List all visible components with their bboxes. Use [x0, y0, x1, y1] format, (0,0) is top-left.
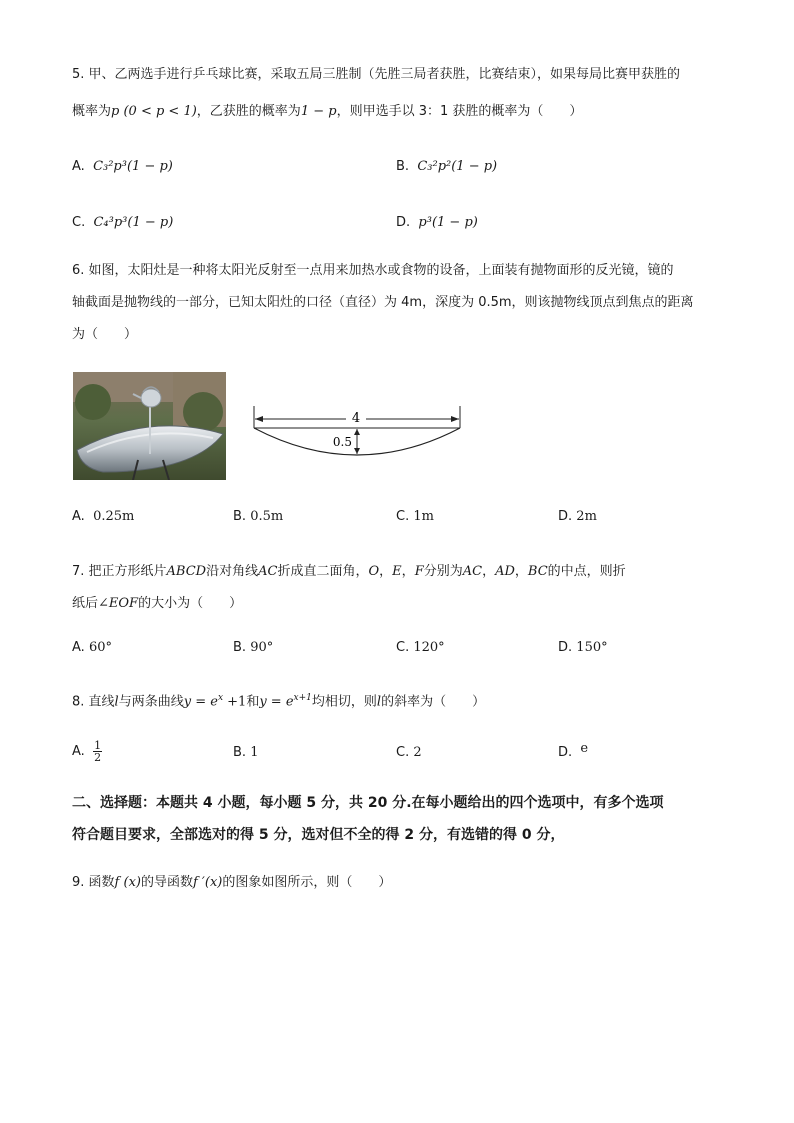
parabola-diagram [248, 402, 466, 464]
q8-t3: 均相切，则 [311, 694, 377, 710]
q8-eq1-sup: x [217, 693, 224, 703]
option-text: 0.5m [250, 509, 284, 524]
option-label: B. [233, 640, 247, 655]
option-label: B. [396, 159, 410, 174]
q7-m6: AC [462, 564, 483, 579]
q6-line3: 为（ ） [72, 327, 138, 342]
q7-t4: 分别为 [423, 564, 463, 579]
q7-m7: AD [495, 564, 515, 579]
q6-option-c[interactable] [396, 508, 434, 526]
q7-t7: 的大小为（ ） [138, 596, 243, 611]
option-text: 0.25m [93, 509, 135, 524]
option-label: A. [72, 509, 85, 524]
option-expr: p³(1 − p) [418, 215, 478, 230]
q7-line1 [72, 563, 626, 581]
q9-f: f (x) [114, 875, 141, 890]
section2-line1: 二、选择题：本题共 4 小题，每小题 5 分，共 20 分.在每小题给出的四个选项中，有多个选项 [72, 795, 664, 811]
q8-eq2: y = e [259, 694, 294, 710]
q7-t5: 的中点，则折 [547, 564, 626, 579]
q7-line2 [72, 595, 242, 613]
option-label: C. [72, 215, 86, 230]
option-expr: C₃²p²(1 − p) [417, 159, 498, 174]
q9-t1: 9. 函数 [72, 875, 115, 890]
q6-line1: 6. 如图，太阳灶是一种将太阳光反射至一点用来加热水或食物的设备，上面装有抛物面形的反光镜，镜的 [72, 263, 674, 278]
q5-line1: 5. 甲、乙两选手进行乒乓球比赛，采取五局三胜制（先胜三局者获胜，比赛结束），如果每局比赛甲获胜的 [72, 67, 681, 82]
option-text: 2 [413, 745, 422, 760]
q7-t2: 沿对角线 [206, 564, 259, 579]
q8-l: l [114, 694, 119, 710]
section2-line2: 符合题目要求，全部选对的得 5 分，选对但不全的得 2 分，有选错的得 0 分， [72, 827, 565, 843]
q7-angle: ∠EOF [98, 596, 139, 611]
q7-t3: 折成直二面角， [277, 564, 369, 579]
width-label: 4 [351, 411, 361, 426]
q6-option-a[interactable] [72, 508, 134, 526]
q6-option-d[interactable] [558, 508, 597, 526]
q5-option-c[interactable] [72, 214, 173, 232]
fraction [93, 740, 102, 763]
q5-text-c: ，则甲选手以 3：1 获胜的概率为（ ） [336, 104, 583, 119]
q5-text-b: ，乙获胜的概率为 [196, 104, 301, 119]
q8-option-d[interactable] [558, 741, 589, 762]
q9-line [72, 874, 391, 892]
q7-option-d[interactable] [558, 639, 608, 657]
option-label: B. [233, 745, 247, 760]
solar-cooker-photo [73, 372, 226, 480]
q7-option-c[interactable] [396, 639, 445, 657]
option-text: e [580, 741, 589, 756]
option-text: 1 [250, 745, 259, 760]
q7-m1: ABCD [166, 564, 207, 579]
option-text: 1m [413, 509, 434, 524]
q8-t4: 的斜率为（ ） [381, 694, 486, 710]
option-text: 90° [250, 640, 274, 655]
q8-and: 和 [246, 694, 260, 710]
q7-m3: O [368, 564, 380, 579]
denominator: 2 [94, 751, 102, 764]
option-label: D. [558, 509, 573, 524]
q5-math-p: p (0 < p < 1) [111, 104, 197, 119]
q8-t2: 与两条曲线 [118, 694, 184, 710]
q8-eq1: y = e [183, 694, 218, 710]
q8-t1: 8. 直线 [72, 694, 115, 710]
option-text: 2m [576, 509, 597, 524]
option-label: C. [396, 640, 410, 655]
q7-option-a[interactable] [72, 639, 112, 657]
q7-t1: 7. 把正方形纸片 [72, 564, 167, 579]
q7-s3: ， [482, 564, 496, 579]
option-label: C. [396, 745, 410, 760]
q7-s4: ， [514, 564, 528, 579]
q7-m5: F [414, 564, 424, 579]
depth-label: 0.5 [332, 435, 352, 449]
option-text: 120° [413, 640, 445, 655]
q6-option-b[interactable] [233, 508, 283, 526]
option-label: A. [72, 159, 85, 174]
q8-eq2-sup: x+1 [293, 693, 312, 703]
q9-fp: f ′(x) [192, 875, 223, 890]
option-label: A. [72, 640, 85, 655]
q7-m4: E [392, 564, 402, 579]
q5-option-b[interactable] [396, 158, 497, 176]
option-label: D. [558, 745, 573, 760]
q8-line [72, 689, 485, 711]
q8-eq1-tail: +1 [223, 694, 247, 710]
q7-m2: AC [258, 564, 278, 579]
q9-t3: 的图象如图所示，则（ ） [222, 875, 392, 890]
q5-math-1mp: 1 − p [300, 104, 337, 119]
q6-line2: 轴截面是抛物线的一部分，已知太阳灶的口径（直径）为 4m，深度为 0.5m，则该抛物线顶点到焦点的距离 [72, 295, 694, 310]
q7-option-b[interactable] [233, 639, 273, 657]
option-text: 60° [88, 640, 112, 655]
option-label: D. [558, 640, 573, 655]
q8-option-c[interactable] [396, 744, 422, 762]
option-label: C. [396, 509, 410, 524]
option-label: A. [72, 744, 85, 759]
depth-arrow-bottom [354, 448, 360, 454]
q8-option-a[interactable] [72, 740, 102, 763]
numerator: 1 [94, 739, 102, 752]
q8-option-b[interactable] [233, 744, 258, 762]
option-text: 150° [576, 640, 608, 655]
option-label: D. [396, 215, 411, 230]
q7-t6: 纸后 [72, 596, 99, 611]
depth-arrow-top [354, 429, 360, 435]
q8-l2: l [376, 694, 382, 710]
arrow-right-head [451, 416, 459, 422]
option-expr: C₄³p³(1 − p) [93, 215, 174, 230]
q9-t2: 的导函数 [140, 875, 193, 890]
option-expr: C₃²p³(1 − p) [93, 159, 173, 174]
q7-m8: BC [527, 564, 548, 579]
q5-line2 [72, 103, 582, 121]
q5-text-a: 概率为 [72, 104, 112, 119]
q7-s2: ， [401, 564, 415, 579]
option-label: B. [233, 509, 247, 524]
arrow-left-head [255, 416, 263, 422]
q5-option-a[interactable] [72, 158, 173, 176]
q5-option-d[interactable] [396, 214, 478, 232]
q7-s1: ， [379, 564, 393, 579]
